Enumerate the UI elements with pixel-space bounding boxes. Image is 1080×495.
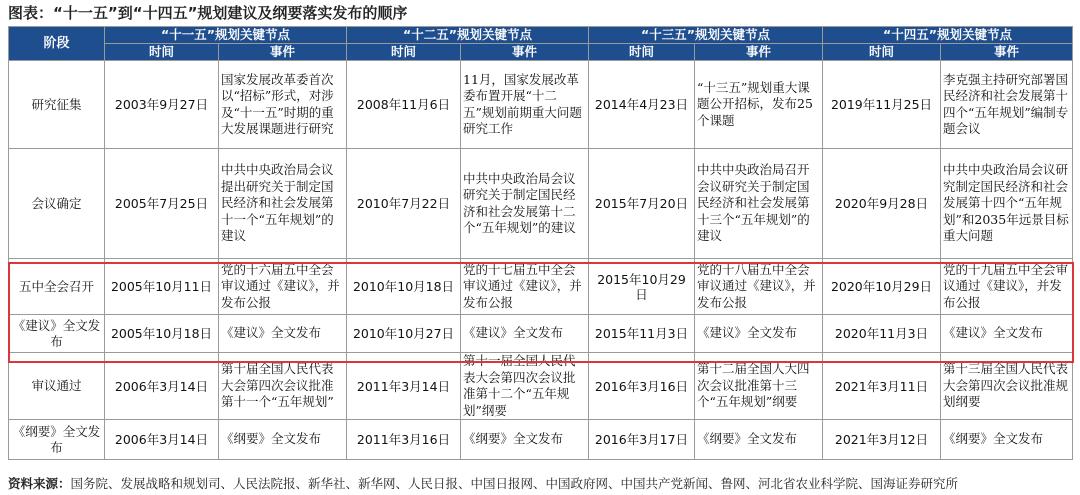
time-cell: 2015年10月29日 [589,259,695,315]
time-cell: 2015年11月3日 [589,315,695,353]
time-cell: 2011年3月16日 [347,420,461,460]
time-cell: 2014年4月23日 [589,61,695,149]
time-cell: 2005年10月11日 [105,259,219,315]
table-row [9,420,1073,460]
time-cell: 2020年10月29日 [823,259,941,315]
time-cell: 2005年10月18日 [105,315,219,353]
stage-cell: 研究征集 [9,61,105,149]
header-time: 时间 [589,44,695,61]
event-cell: 国家发展改革委首次以“招标”形式，对涉及“十一五”时期的重大发展课题进行研究 [219,61,347,149]
time-cell: 2020年9月28日 [823,149,941,259]
event-cell: 《建议》全文发布 [695,315,823,353]
header-event: 事件 [461,44,589,61]
header-stage: 阶段 [9,27,105,61]
event-cell: 中共中央政治局会议研究关于制定国民经济和社会发展第十二个“五年规划”的建议 [461,149,589,259]
event-cell: 第十二届全国人大四次会议批准第十三个“五年规划”纲要 [695,353,823,420]
time-cell: 2021年3月11日 [823,353,941,420]
table-body [9,61,1073,460]
time-cell: 2010年7月22日 [347,149,461,259]
table-row [9,259,1073,315]
stage-cell: 《建议》全文发布 [9,315,105,353]
stage-cell: 《纲要》全文发布 [9,420,105,460]
time-cell: 2010年10月27日 [347,315,461,353]
time-cell: 2010年10月18日 [347,259,461,315]
event-cell: 《建议》全文发布 [461,315,589,353]
stage-cell: 会议确定 [9,149,105,259]
time-cell: 2016年3月17日 [589,420,695,460]
event-cell: 《纲要》全文发布 [461,420,589,460]
time-cell: 2003年9月27日 [105,61,219,149]
event-cell: 李克强主持研究部署国民经济和社会发展第十四个“五年规划”编制专题会议 [941,61,1073,149]
event-cell: 《纲要》全文发布 [219,420,347,460]
header-plan-14: “十四五”规划关键节点 [823,27,1073,44]
event-cell: 党的十八届五中全会审议通过《建议》，并发布公报 [695,259,823,315]
event-cell: 第十届全国人民代表大会第四次会议批准第十一个“五年规划” [219,353,347,420]
event-cell: 第十三届全国人民代表大会第四次会议批准规划纲要 [941,353,1073,420]
stage-cell: 五中全会召开 [9,259,105,315]
header-time: 时间 [823,44,941,61]
time-cell: 2006年3月14日 [105,420,219,460]
header-time: 时间 [347,44,461,61]
source-text: 国务院、发展战略和规划司、人民法院报、新华社、新华网、人民日报、中国日报网、中国政府网、中国共产党新闻、鲁网、河北省农业科学院、国海证券研究所 [70,476,959,491]
header-event: 事件 [941,44,1073,61]
time-cell: 2011年3月14日 [347,353,461,420]
table-row [9,61,1073,149]
event-cell: 中共中央政治局会议提出研究关于制定国民经济和社会发展第十一个“五年规划”的建议 [219,149,347,259]
event-cell: 党的十九届五中全会审议通过《建议》，并发布公报 [941,259,1073,315]
source-note [8,475,958,493]
table-row [9,353,1073,420]
table-row [9,315,1073,353]
event-cell: 《建议》全文发布 [941,315,1073,353]
event-cell: 党的十七届五中全会审议通过《建议》，并发布公报 [461,259,589,315]
event-cell: “十三五”规划重大课题公开招标，发布25个课题 [695,61,823,149]
stage-cell: 审议通过 [9,353,105,420]
time-cell: 2015年7月20日 [589,149,695,259]
event-cell: 第十一届全国人民代表大会第四次会议批准第十二个“五年规划”纲要 [461,353,589,420]
time-cell: 2019年11月25日 [823,61,941,149]
time-cell: 2005年7月25日 [105,149,219,259]
event-cell: 《纲要》全文发布 [695,420,823,460]
header-plan-12: “十二五”规划关键节点 [347,27,589,44]
header-plan-11: “十一五”规划关键节点 [105,27,347,44]
source-label: 资料来源： [8,476,71,491]
event-cell: 11月，国家发展改革委布置开展“十二五”规划前期重大问题研究工作 [461,61,589,149]
event-cell: 《纲要》全文发布 [941,420,1073,460]
time-cell: 2006年3月14日 [105,353,219,420]
table-row [9,149,1073,259]
event-cell: 中共中央政治局召开会议研究关于制定国民经济和社会发展第十三个“五年规划”的建议 [695,149,823,259]
plan-milestone-table [8,26,1073,460]
page-title: 图表：“十一五”到“十四五”规划建议及纲要落实发布的顺序 [8,4,408,22]
time-cell: 2020年11月3日 [823,315,941,353]
time-cell: 2021年3月12日 [823,420,941,460]
event-cell: 党的十六届五中全会审议通过《建议》，并发布公报 [219,259,347,315]
time-cell: 2008年11月6日 [347,61,461,149]
event-cell: 中共中央政治局会议研究制定国民经济和社会发展第十四个“五年规划”和2035年远景目标重大问题 [941,149,1073,259]
header-event: 事件 [695,44,823,61]
event-cell: 《建议》全文发布 [219,315,347,353]
time-cell: 2016年3月16日 [589,353,695,420]
header-plan-13: “十三五”规划关键节点 [589,27,823,44]
header-event: 事件 [219,44,347,61]
header-time: 时间 [105,44,219,61]
